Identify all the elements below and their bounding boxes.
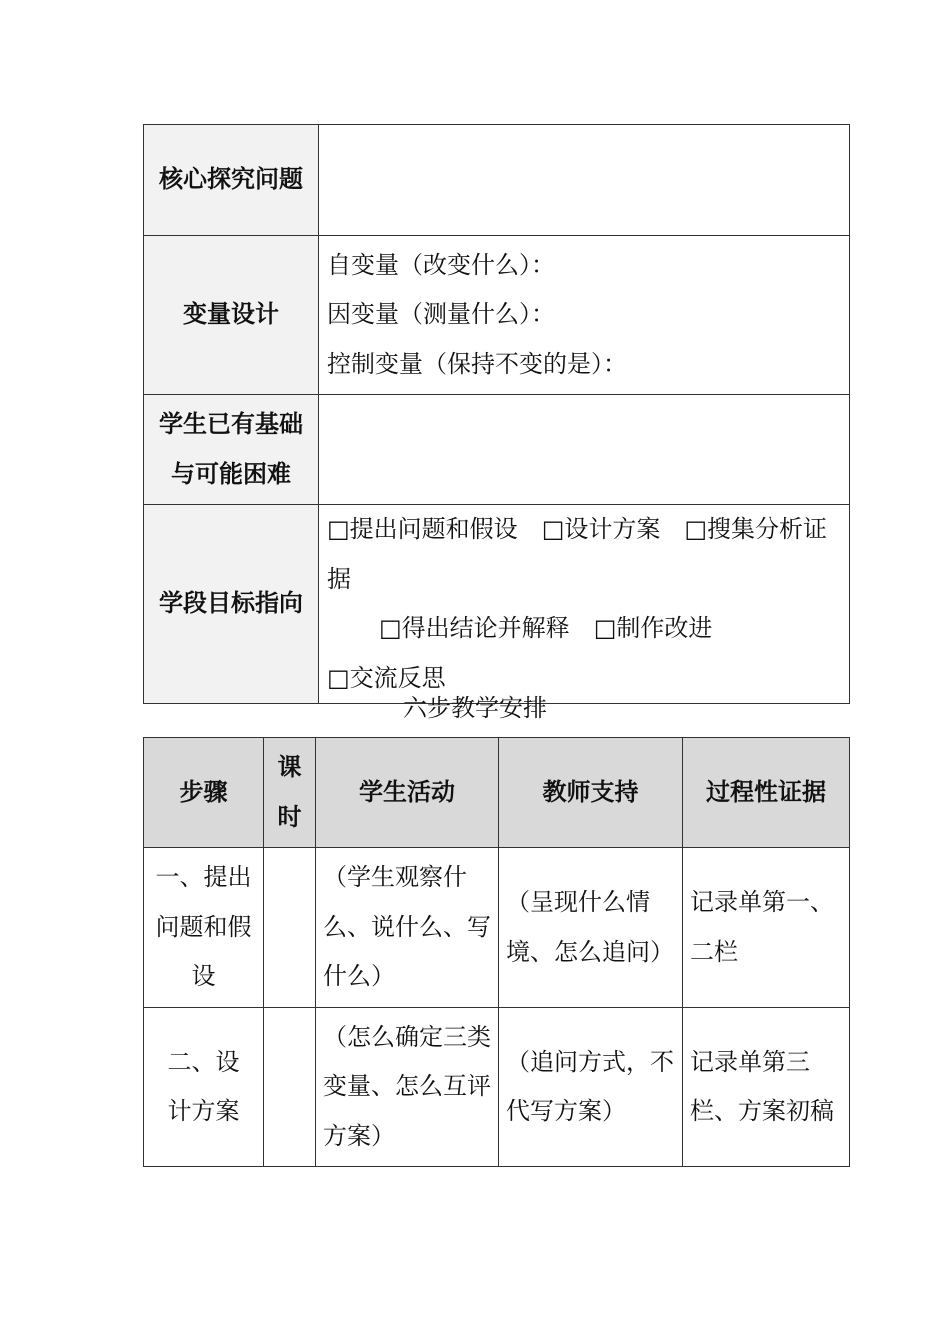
teacher-support-cell[interactable]: （追问方式，不代写方案） <box>499 1008 683 1167</box>
goal-make-improve[interactable]: □制作改进 <box>593 614 713 642</box>
header-teacher-support: 教师支持 <box>499 738 683 848</box>
row-core-question <box>144 125 850 236</box>
hours-cell[interactable] <box>264 848 316 1008</box>
table-caption: 六步教学安排 <box>403 694 547 722</box>
control-variable-line: 控制变量（保持不变的是）： <box>327 349 627 378</box>
step-cell: 二、设计方案 <box>144 1008 264 1167</box>
dependent-variable-line: 因变量（测量什么）： <box>327 300 555 329</box>
independent-variable-line: 自变量（改变什么）： <box>327 250 555 279</box>
header-step: 步骤 <box>144 738 264 848</box>
core-question-value[interactable] <box>319 125 850 236</box>
goal-communicate-reflect[interactable]: □交流反思 <box>327 663 446 692</box>
step-cell: 一、提出问题和假设 <box>144 848 264 1008</box>
header-process-evidence: 过程性证据 <box>683 738 850 848</box>
student-basis-label-line-1: 学生已有基础 <box>159 410 303 438</box>
stage-goals-label: 学段目标指向 <box>144 505 319 704</box>
teacher-support-cell[interactable]: （呈现什么情境、怎么追问） <box>499 848 683 1008</box>
goal-propose-question[interactable]: □提出问题和假设 <box>327 515 518 543</box>
student-activity-cell[interactable]: （怎么确定三类变量、怎么互评方案） <box>316 1008 499 1167</box>
variable-design-value[interactable] <box>319 236 850 395</box>
schedule-header-row <box>144 738 850 848</box>
goal-collect-evidence[interactable]: □搜集分析证据 <box>327 515 828 593</box>
process-evidence-cell[interactable]: 记录单第一、二栏 <box>683 848 850 1008</box>
row-stage-goals <box>144 505 850 704</box>
student-basis-label <box>144 395 319 505</box>
process-evidence-cell[interactable]: 记录单第三栏、方案初稿 <box>683 1008 850 1167</box>
variable-design-label: 变量设计 <box>144 236 319 395</box>
student-basis-value[interactable] <box>319 395 850 505</box>
header-student-activity: 学生活动 <box>316 738 499 848</box>
student-basis-label-line-2: 与可能困难 <box>171 459 291 488</box>
goals-line-1 <box>327 505 841 604</box>
goal-draw-conclusion[interactable]: □得出结论并解释 <box>379 614 570 642</box>
core-question-label: 核心探究问题 <box>144 125 319 236</box>
inquiry-info-table <box>143 124 850 704</box>
student-activity-cell[interactable]: （学生观察什么、说什么、写什么） <box>316 848 499 1008</box>
stage-goals-value <box>319 505 850 704</box>
six-step-schedule-table <box>143 737 850 1167</box>
table-row <box>144 848 850 1008</box>
table-row <box>144 1008 850 1167</box>
goal-design-plan[interactable]: □设计方案 <box>541 515 661 543</box>
header-hours: 课时 <box>264 738 316 848</box>
row-student-basis <box>144 395 850 505</box>
hours-cell[interactable] <box>264 1008 316 1167</box>
row-variable-design <box>144 236 850 395</box>
